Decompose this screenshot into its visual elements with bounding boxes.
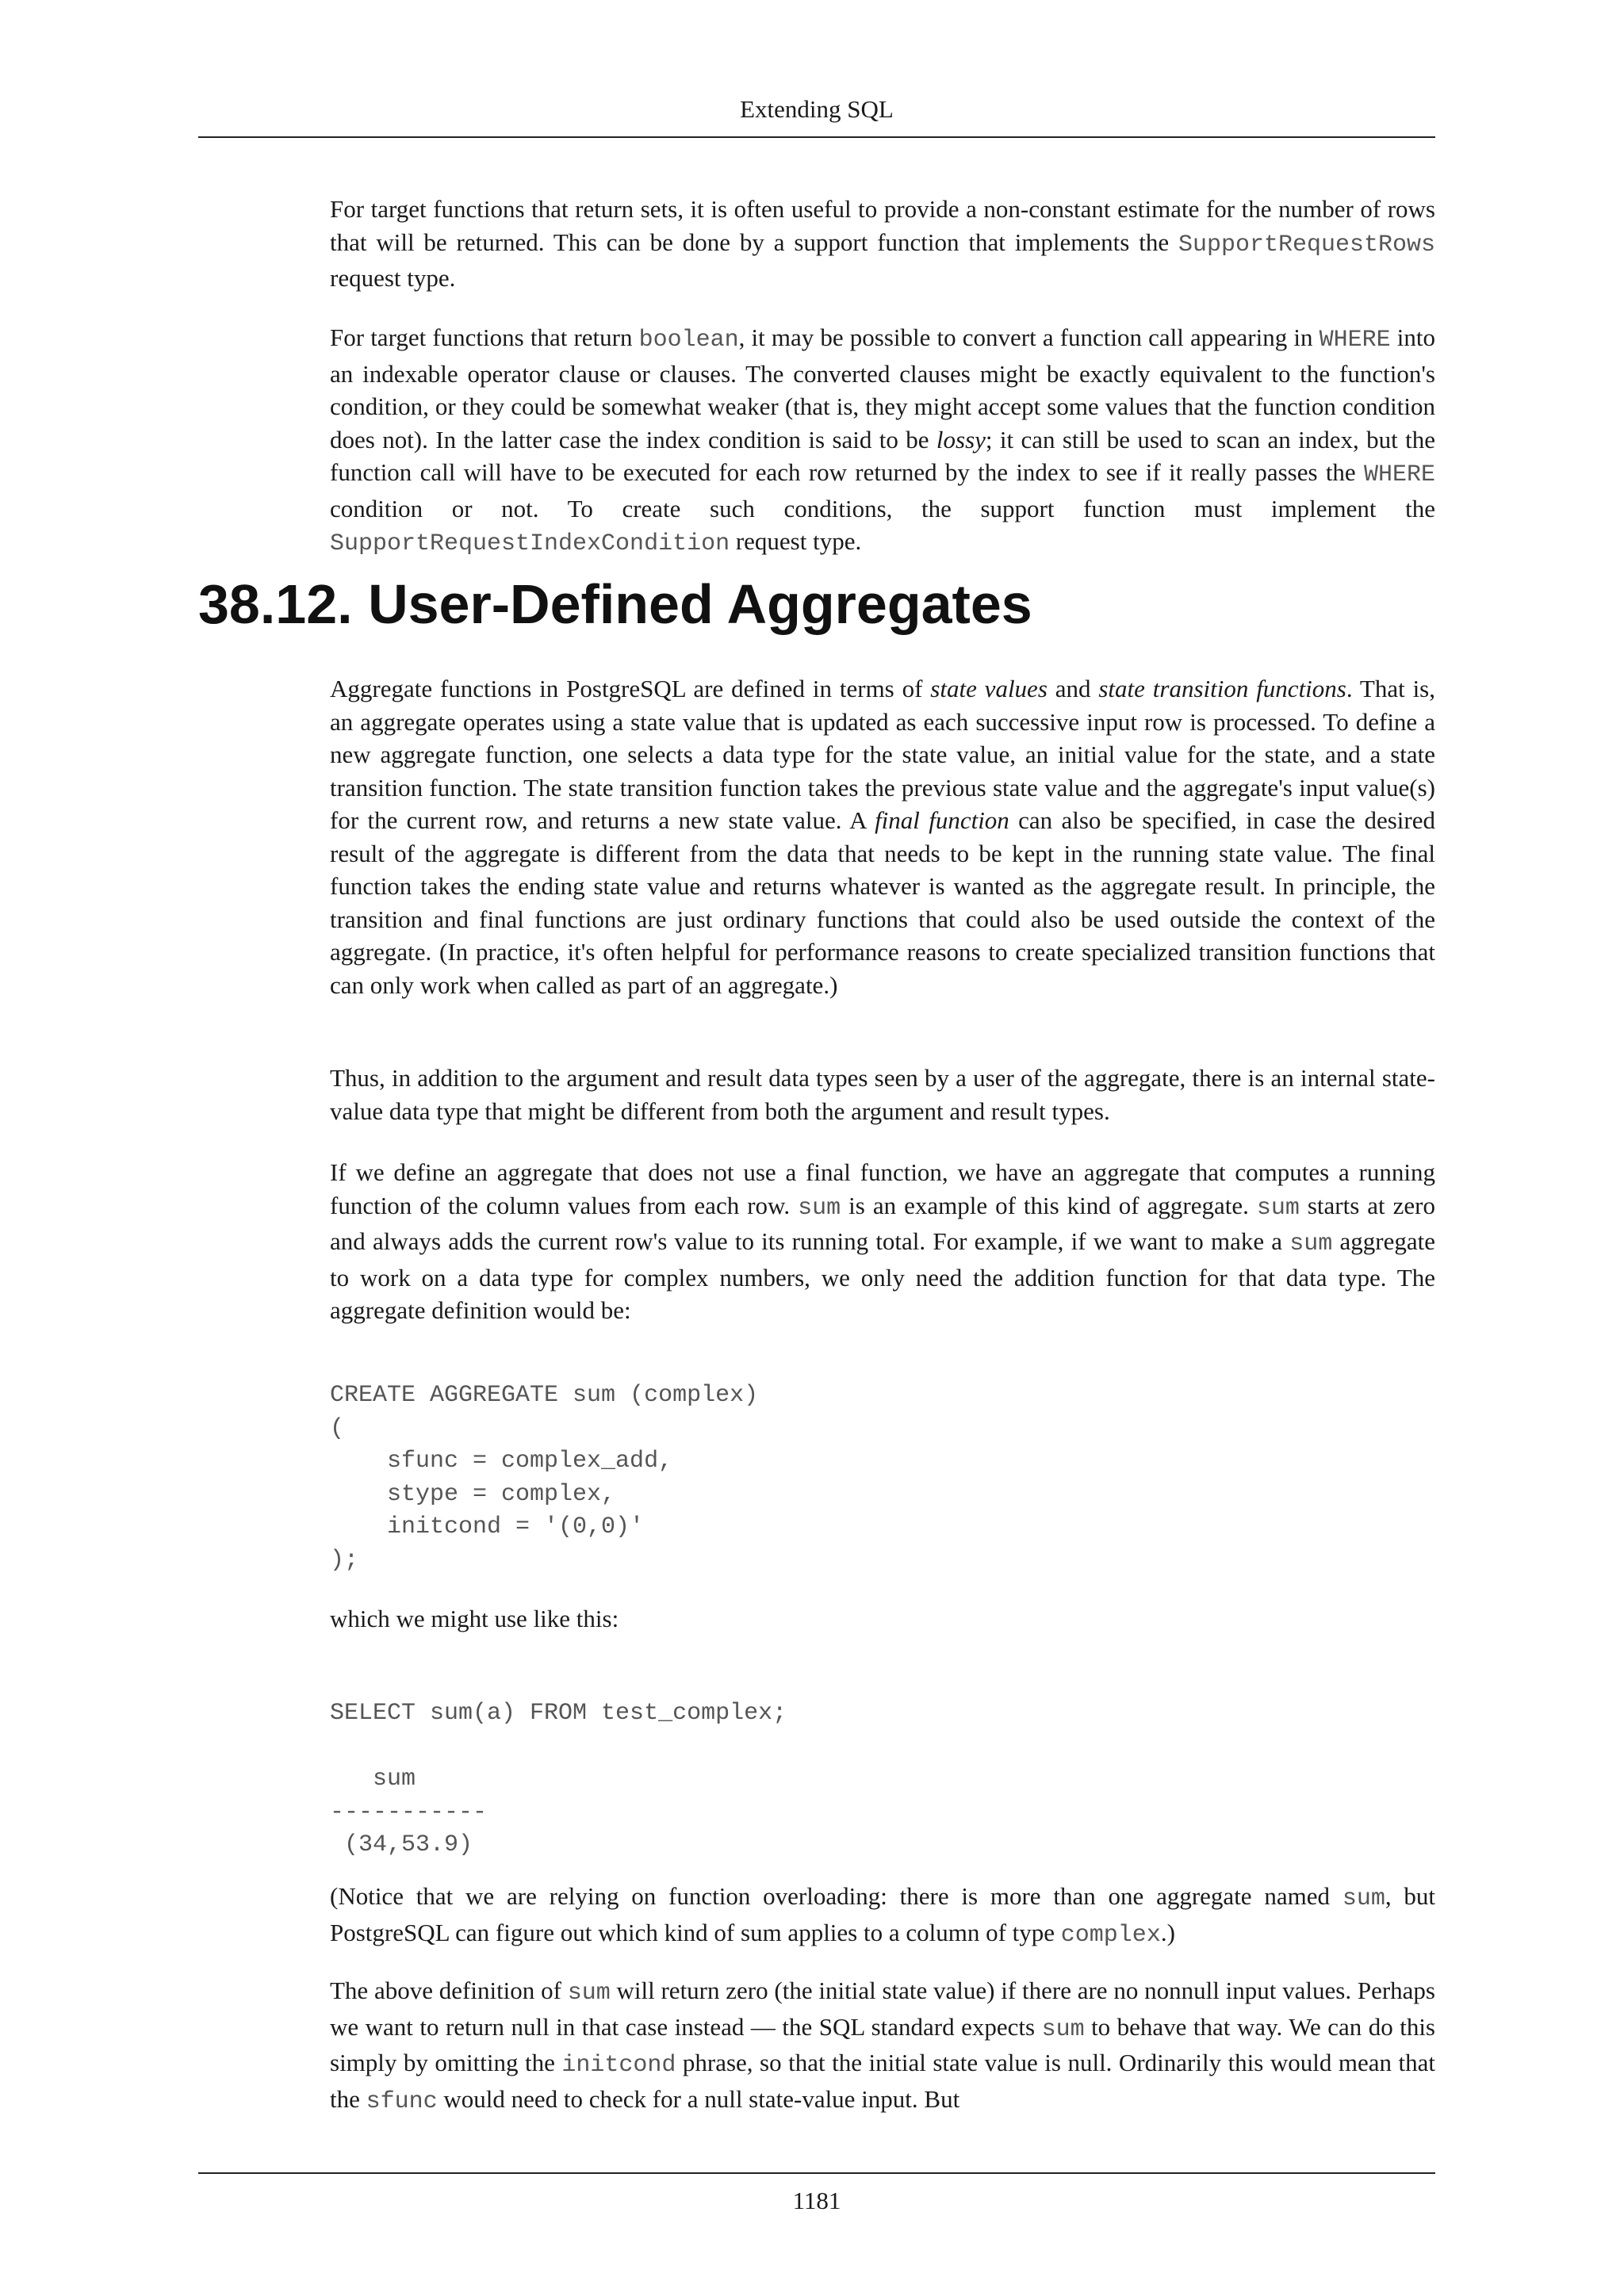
paragraph-set-returning-support: For target functions that return sets, it is often useful to provide a non-constant estimate for the number of rows that will be returned. This can be done by a support function that implements the SupportRequestRows request type. (330, 195, 1435, 292)
inline-code: complex (1060, 1921, 1161, 1949)
inline-code: sum (1289, 1230, 1333, 1257)
inline-code: sfunc (366, 2087, 438, 2115)
inline-code: sum (1342, 1885, 1385, 1912)
paragraph-sum-example: If we define an aggregate that does not use a final function, we have an aggregate that computes a running function of the column values from each row. sum is an example of this kind of aggregate. sum starts at zero and always adds the current row's value to its running total. For example, if we want to make a sum aggregate to work on a data type for complex numbers, we only need the addition function for that data type. The aggregate definition would be: (330, 1158, 1435, 1324)
paragraph-null-initcond: The above definition of sum will return zero (the initial state value) if there are no nonnull input values. Perhaps we want to return null in that case instead — the SQL standard expects sum to behave that way. We can do this simply by omitting the initcond phrase, so that the initial state value is null. Ordinarily this would mean that the sfunc would need to check for a null state-value input. But (330, 1976, 1435, 2115)
paragraph-aggregate-intro: Aggregate functions in PostgreSQL are defined in terms of state values and state transition functions. That is, an aggregate operates using a state value that is updated as each successive input row is processed. To define a new aggregate function, one selects a data type for the state value, an initial value for the state, and a state transition function. The state transition function takes the previous state value and the aggregate's input value(s) for the current row, and returns a new state value. A final function can also be specified, in case the desired result of the aggregate is different from the data that needs to be kept in the running state value. The final function takes the ending state value and returns whatever is wanted as the aggregate result. In principle, the transition and final functions are just ordinary functions that could also be used outside the context of the aggregate. (In practice, it's often helpful for performance reasons to create specialized transition functions that can only work when called as part of an aggregate.) (330, 675, 1435, 999)
inline-code: boolean (638, 327, 739, 354)
section-title: 38.12. User-Defined Aggregates (198, 573, 1032, 635)
inline-code: sum (798, 1194, 841, 1222)
paragraph-usage-intro: which we might use like this: (330, 1605, 619, 1632)
inline-code: WHERE (1319, 327, 1391, 354)
inline-code: SupportRequestIndexCondition (330, 530, 730, 557)
inline-code: initcond (561, 2052, 676, 2079)
paragraph-state-type: Thus, in addition to the argument and result data types seen by a user of the aggregate, there is an internal state-value data type that might be different from both the argument and result types. (330, 1064, 1435, 1125)
paragraph-boolean-support: For target functions that return boolean, it may be possible to convert a function call appearing in WHERE into an indexable operator clause or clauses. The converted clauses might be exactly equivalent to the function's condition, or they could be somewhat weaker (that is, they might accept some values that the function condition does not). In the latter case the index condition is said to be lossy; it can still be used to scan an index, but the function call will have to be executed for each row returned by the index to see if it really passes the WHERE condition or not. To create such conditions, the support function must implement the SupportRequestIndexCondition request type. (330, 323, 1435, 557)
inline-code: WHERE (1363, 461, 1435, 488)
header-rule (198, 136, 1435, 138)
running-header: Extending SQL (740, 95, 894, 123)
inline-code: sum (1041, 2015, 1085, 2043)
code-block-select-sum: SELECT sum(a) FROM test_complex; sum ----------- (34,53.9) (330, 1700, 787, 1858)
page-number: 1181 (792, 2187, 841, 2214)
inline-code: sum (1256, 1194, 1300, 1222)
footer-rule (198, 2172, 1435, 2174)
inline-code: sum (567, 1980, 611, 2007)
code-block-create-aggregate: CREATE AGGREGATE sum (complex) ( sfunc = complex_add, stype = complex, initcond = '(0,0)' ); (330, 1382, 759, 1574)
paragraph-overloading-note: (Notice that we are relying on function overloading: there is more than one aggregate named sum, but PostgreSQL can figure out which kind of sum applies to a column of type complex.) (330, 1882, 1435, 1949)
inline-code: SupportRequestRows (1178, 231, 1435, 258)
